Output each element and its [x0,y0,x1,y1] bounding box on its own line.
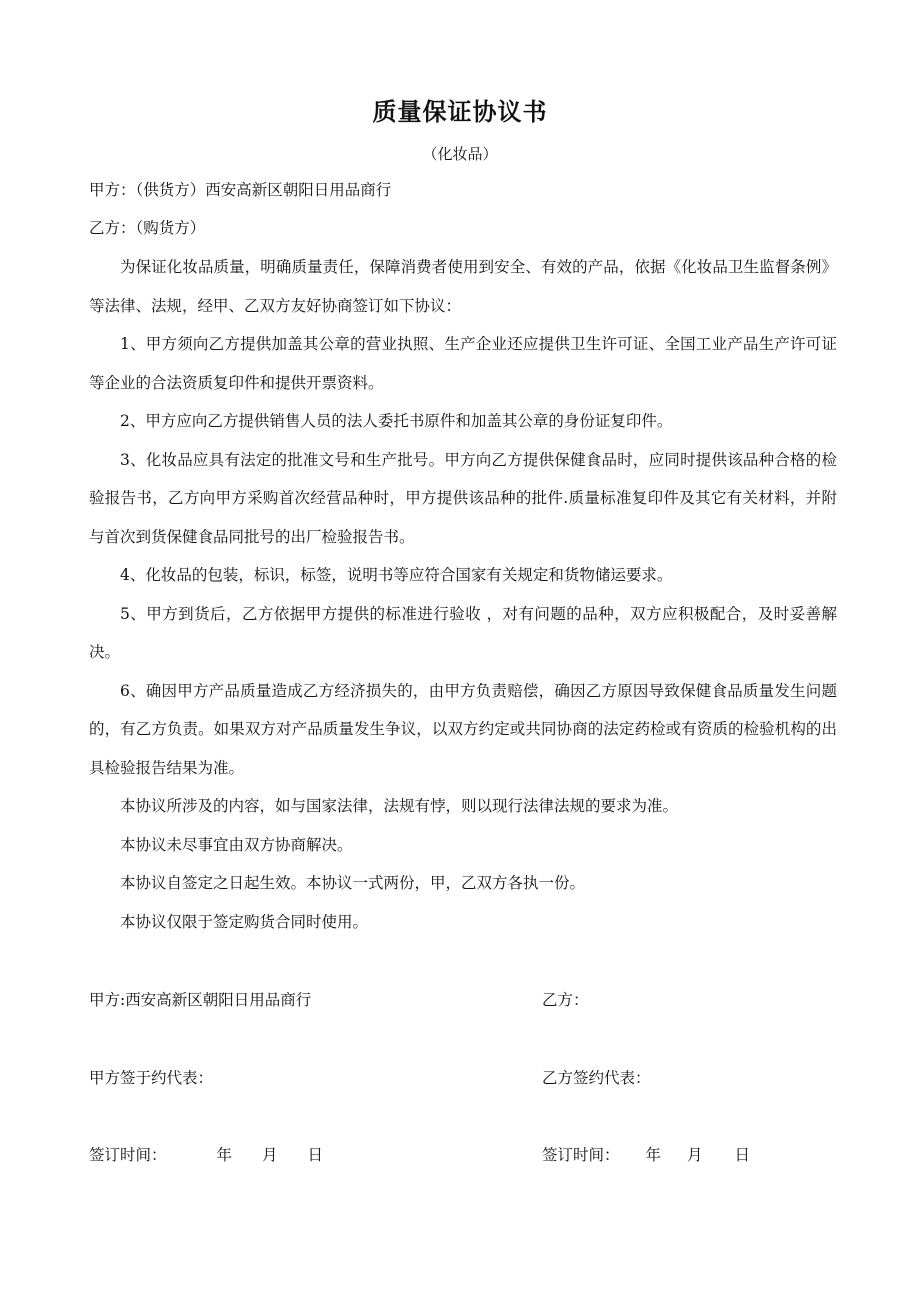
unresolved-matters-note: 本协议未尽事宜由双方协商解决。 [120,835,353,854]
date-label: 签订时间： [542,1146,620,1164]
party-a-line: 甲方：（供货方）西安高新区朝阳日用品商行 [89,181,392,199]
date-year: 年 [216,1146,233,1164]
date-day: 日 [734,1146,751,1164]
party-a-representative-label: 甲方签于约代表： [89,1069,214,1087]
agreement-body [89,248,837,941]
date-day: 日 [307,1146,324,1164]
party-b-signature-name: 乙方： [542,991,589,1009]
clause-6: 6、确因甲方产品质量造成乙方经济损失的，由甲方负责赔偿，确因乙方原因导致保健食品质量发生问题的，有乙方负责。如果双方对产品质量发生争议，以双方约定或共同协商的法定药检或有资质的检验机构的出具检验报告结果为准。 [89,681,837,777]
intro-paragraph: 为保证化妆品质量，明确质量责任，保障消费者使用到安全、有效的产品，依据《化妆品卫生监督条例》等法律、法规，经甲、乙双方友好协商签订如下协议： [89,258,837,315]
clause-1: 1、甲方须向乙方提供加盖其公章的营业执照、生产企业还应提供卫生许可证、全国工业产品生产许可证等企业的合法资质复印件和提供开票资料。 [89,335,837,392]
document-subtitle: （化妆品） [422,145,498,163]
effective-date-note: 本协议自签定之日起生效。本协议一式两份，甲，乙双方各执一份。 [120,874,586,892]
party-b-date [542,1143,750,1167]
date-year: 年 [645,1146,662,1164]
date-label: 签订时间： [89,1146,167,1164]
party-a-signature-name: 甲方:西安高新区朝阳日用品商行 [89,991,312,1009]
party-b-line: 乙方：（购货方） [89,219,206,237]
party-a-date [89,1143,323,1167]
legal-conflict-note: 本协议所涉及的内容，如与国家法律，法规有悖，则以现行法律法规的要求为准。 [120,797,679,815]
date-month: 月 [687,1146,703,1164]
clause-3: 3、化妆品应具有法定的批准文号和生产批号。甲方向乙方提供保健食品时，应同时提供该品种合格的检验报告书，乙方向甲方采购首次经营品种时，甲方提供该品种的批件.质量标准复印件及其它有关材料，并附与首次到货保健食品同批号的出厂检验报告书。 [89,450,837,546]
clause-5: 5、甲方到货后，乙方依据甲方提供的标准进行验收 ，对有问题的品种，双方应积极配合，及时妥善解决。 [89,604,837,661]
usage-scope-note: 本协议仅限于签定购货合同时使用。 [120,912,369,931]
clause-4: 4、化妆品的包装，标识，标签，说明书等应符合国家有关规定和货物储运要求。 [120,566,673,584]
party-b-representative-label: 乙方签约代表： [542,1069,651,1087]
document-title: 质量保证协议书 [372,97,548,126]
date-month: 月 [262,1146,278,1164]
clause-2: 2、甲方应向乙方提供销售人员的法人委托书原件和加盖其公章的身份证复印件。 [120,412,673,430]
